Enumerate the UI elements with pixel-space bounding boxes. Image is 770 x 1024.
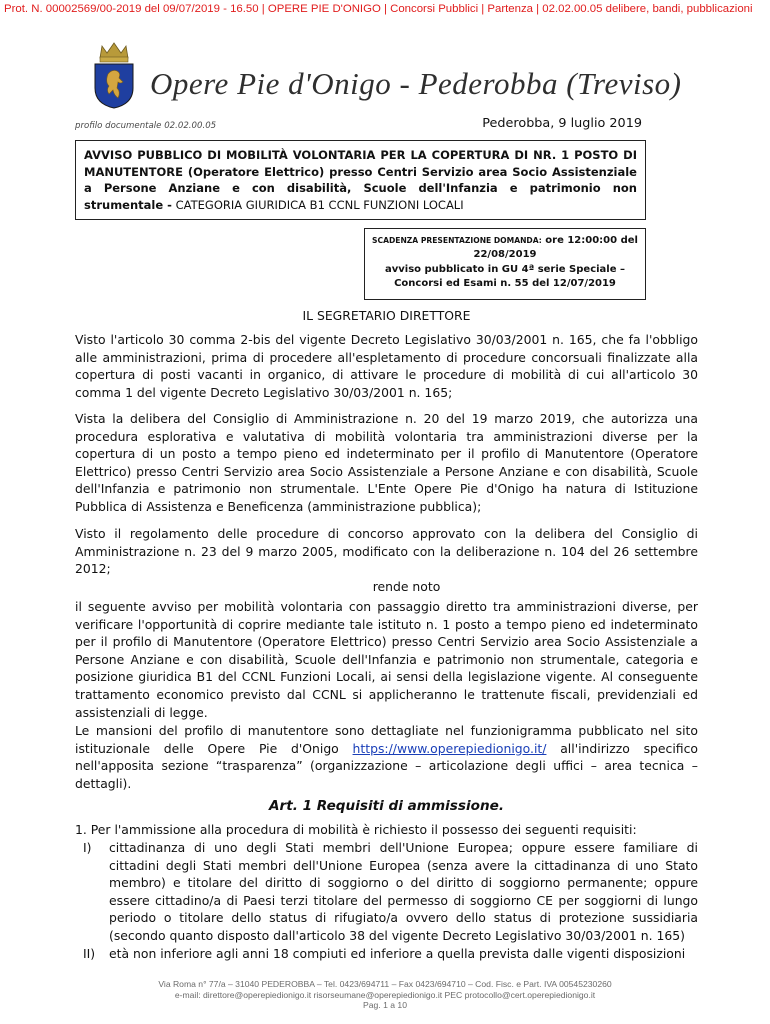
website-link[interactable]: https://www.operepiedionigo.it/ [352,740,547,756]
document-date: Pederobba, 9 luglio 2019 [482,116,642,131]
gazette-reference: avviso pubblicato in GU 4ª serie Speciale – Concorsi ed Esami n. 55 del 12/07/2019 [385,263,625,290]
deadline-label: SCADENZA PRESENTAZIONE DOMANDA: [372,236,542,245]
requirement-number: I) [83,840,92,855]
deadline-time: ore 12:00:00 del [545,235,638,246]
paragraph-5-tail: all'indirizzo specifico nell'apposita sezione “trasparenza” (organizzazione – articolazione degli uffici – area tecnica – dettagli). [75,740,698,791]
deadline-date: 22/08/2019 [473,249,537,261]
rende-noto: rende noto [372,579,441,594]
signatory-heading: IL SEGRETARIO DIRETTORE [302,308,471,323]
paragraph-5 [75,722,698,792]
paragraph-1: Visto l'articolo 30 comma 2-bis del vigente Decreto Legislativo 30/03/2001 n. 165, che fa l'obbligo alle amministrazioni, prima di procedere all'espletamento di procedure concorsuali finalizzate alla copertura di posti vacanti in organico, di attivare le procedure di mobilità di cui all'articolo 30 comma 1 del vigente Decreto Legislativo 30/03/2001 n. 165; [75,332,698,400]
requirements-intro: 1. Per l'ammissione alla procedura di mobilità è richiesto il possesso dei seguenti requisiti: [75,822,637,837]
requirement-number: II) [83,946,96,961]
protocol-stamp: Prot. N. 00002569/00-2019 del 09/07/2019 - 16.50 | OPERE PIE D'ONIGO | Concorsi Pubblici | Partenza | 02.02.00.05 delibere, bandi, pubblicazioni [4,3,753,15]
footer-emails: e-mail: direttore@operepiedionigo.it risorseumane@operepiedionigo.it PEC protocollo@cert.operepiedionigo.it [174,989,596,1000]
institution-brand: Opere Pie d'Onigo - Pederobba (Treviso) [150,66,682,101]
requirement-text: età non inferiore agli anni 18 compiuti ed inferiore a quella prevista dalle vigenti disposizioni [109,946,686,961]
requirement-item [75,945,698,963]
requirement-text: cittadinanza di uno degli Stati membri dell'Unione Europea; oppure essere familiare di cittadini degli Stati membri dell'Unione Europea (senza avere la cittadinanza di uno Stato membro) e titolare del diritto di soggiorno o del diritto di soggiorno permanente; oppure essere cittadino/a di Paesi terzi titolare del permesso di soggiorno CE per soggiorni di lungo periodo o titolare dello status di rifugiato/a ovvero dello status di protezione sussidiaria (secondo quanto disposto dall'articolo 38 del vigente Decreto Legislativo 30/03/2001 n. 165) [109,840,698,943]
deadline-box [364,228,646,300]
requirement-item [75,839,698,945]
notice-category: CATEGORIA GIURIDICA B1 CCNL FUNZIONI LOCALI [175,197,464,212]
paragraph-4: il seguente avviso per mobilità volontaria con passaggio diretto tra amministrazioni diverse, per verificare l'opportunità di coprire mediante tale istituto n. 1 posto a tempo pieno ed indeterminato per il profilo di Manutentore (Operatore Elettrico) presso Centri Servizio area Socio Assistenziale a Persone Anziane e con disabilità, Scuole dell'Infanzia e patrimonio non strumentale, categoria e posizione giuridica B1 del CCNL Funzioni Locali, ai sensi della legislazione vigente. Al conseguente trattamento economico previsto dal CCNL si applicheranno le trattenute fiscali, previdenziali ed assistenziali di legge. [75,599,698,720]
paragraph-3: Visto il regolamento delle procedure di concorso approvato con la delibera del Consiglio di Amministrazione n. 23 del 9 marzo 2005, modificato con la deliberazione n. 104 del 26 settembre 2012; [75,526,698,577]
footer-address: Via Roma n° 77/a – 31040 PEDEROBBA – Tel. 0423/694711 – Fax 0423/694710 – Cod. Fisc. e Part. IVA 00545230260 [158,979,612,989]
article-1-heading: Art. 1 Requisiti di ammissione. [268,798,505,814]
notice-title: AVVISO PUBBLICO DI MOBILITÀ VOLONTARIA PER LA COPERTURA DI NR. 1 POSTO DI MANUTENTORE (Operatore Elettrico) presso Centri Servizio area Socio Assistenziale a Persone Anziane e con disabilità, Scuole dell'Infanzia e patrimonio non strumentale - [84,148,637,212]
page-footer [0,979,770,1011]
paragraph-2: Vista la delibera del Consiglio di Amministrazione n. 20 del 19 marzo 2019, che autorizza una procedura esplorativa e valutativa di mobilità volontaria tra amministrazioni diverse per la copertura di un posto a tempo pieno ed indeterminato per il profilo di Manutentore (Operatore Elettrico) presso Centri Servizio area Socio Assistenziale a Persone Anziane e con disabilità, Scuole dell'Infanzia e patrimonio non strumentale. L'Ente Opere Pie d'Onigo ha natura di Istituzione Pubblica di Assistenza e Beneficenza (amministrazione pubblica); [75,411,698,514]
paragraph-5-text: Le mansioni del profilo di manutentore sono dettagliate nel funzionigramma pubblicato nel sito istituzionale delle Opere Pie d'Onigo [75,723,698,756]
notice-title-box [75,140,646,220]
coat-of-arms-icon [90,40,138,110]
document-profile: profilo documentale 02.02.00.05 [75,121,217,131]
page-number: Pag. 1 a 10 [363,1000,407,1011]
